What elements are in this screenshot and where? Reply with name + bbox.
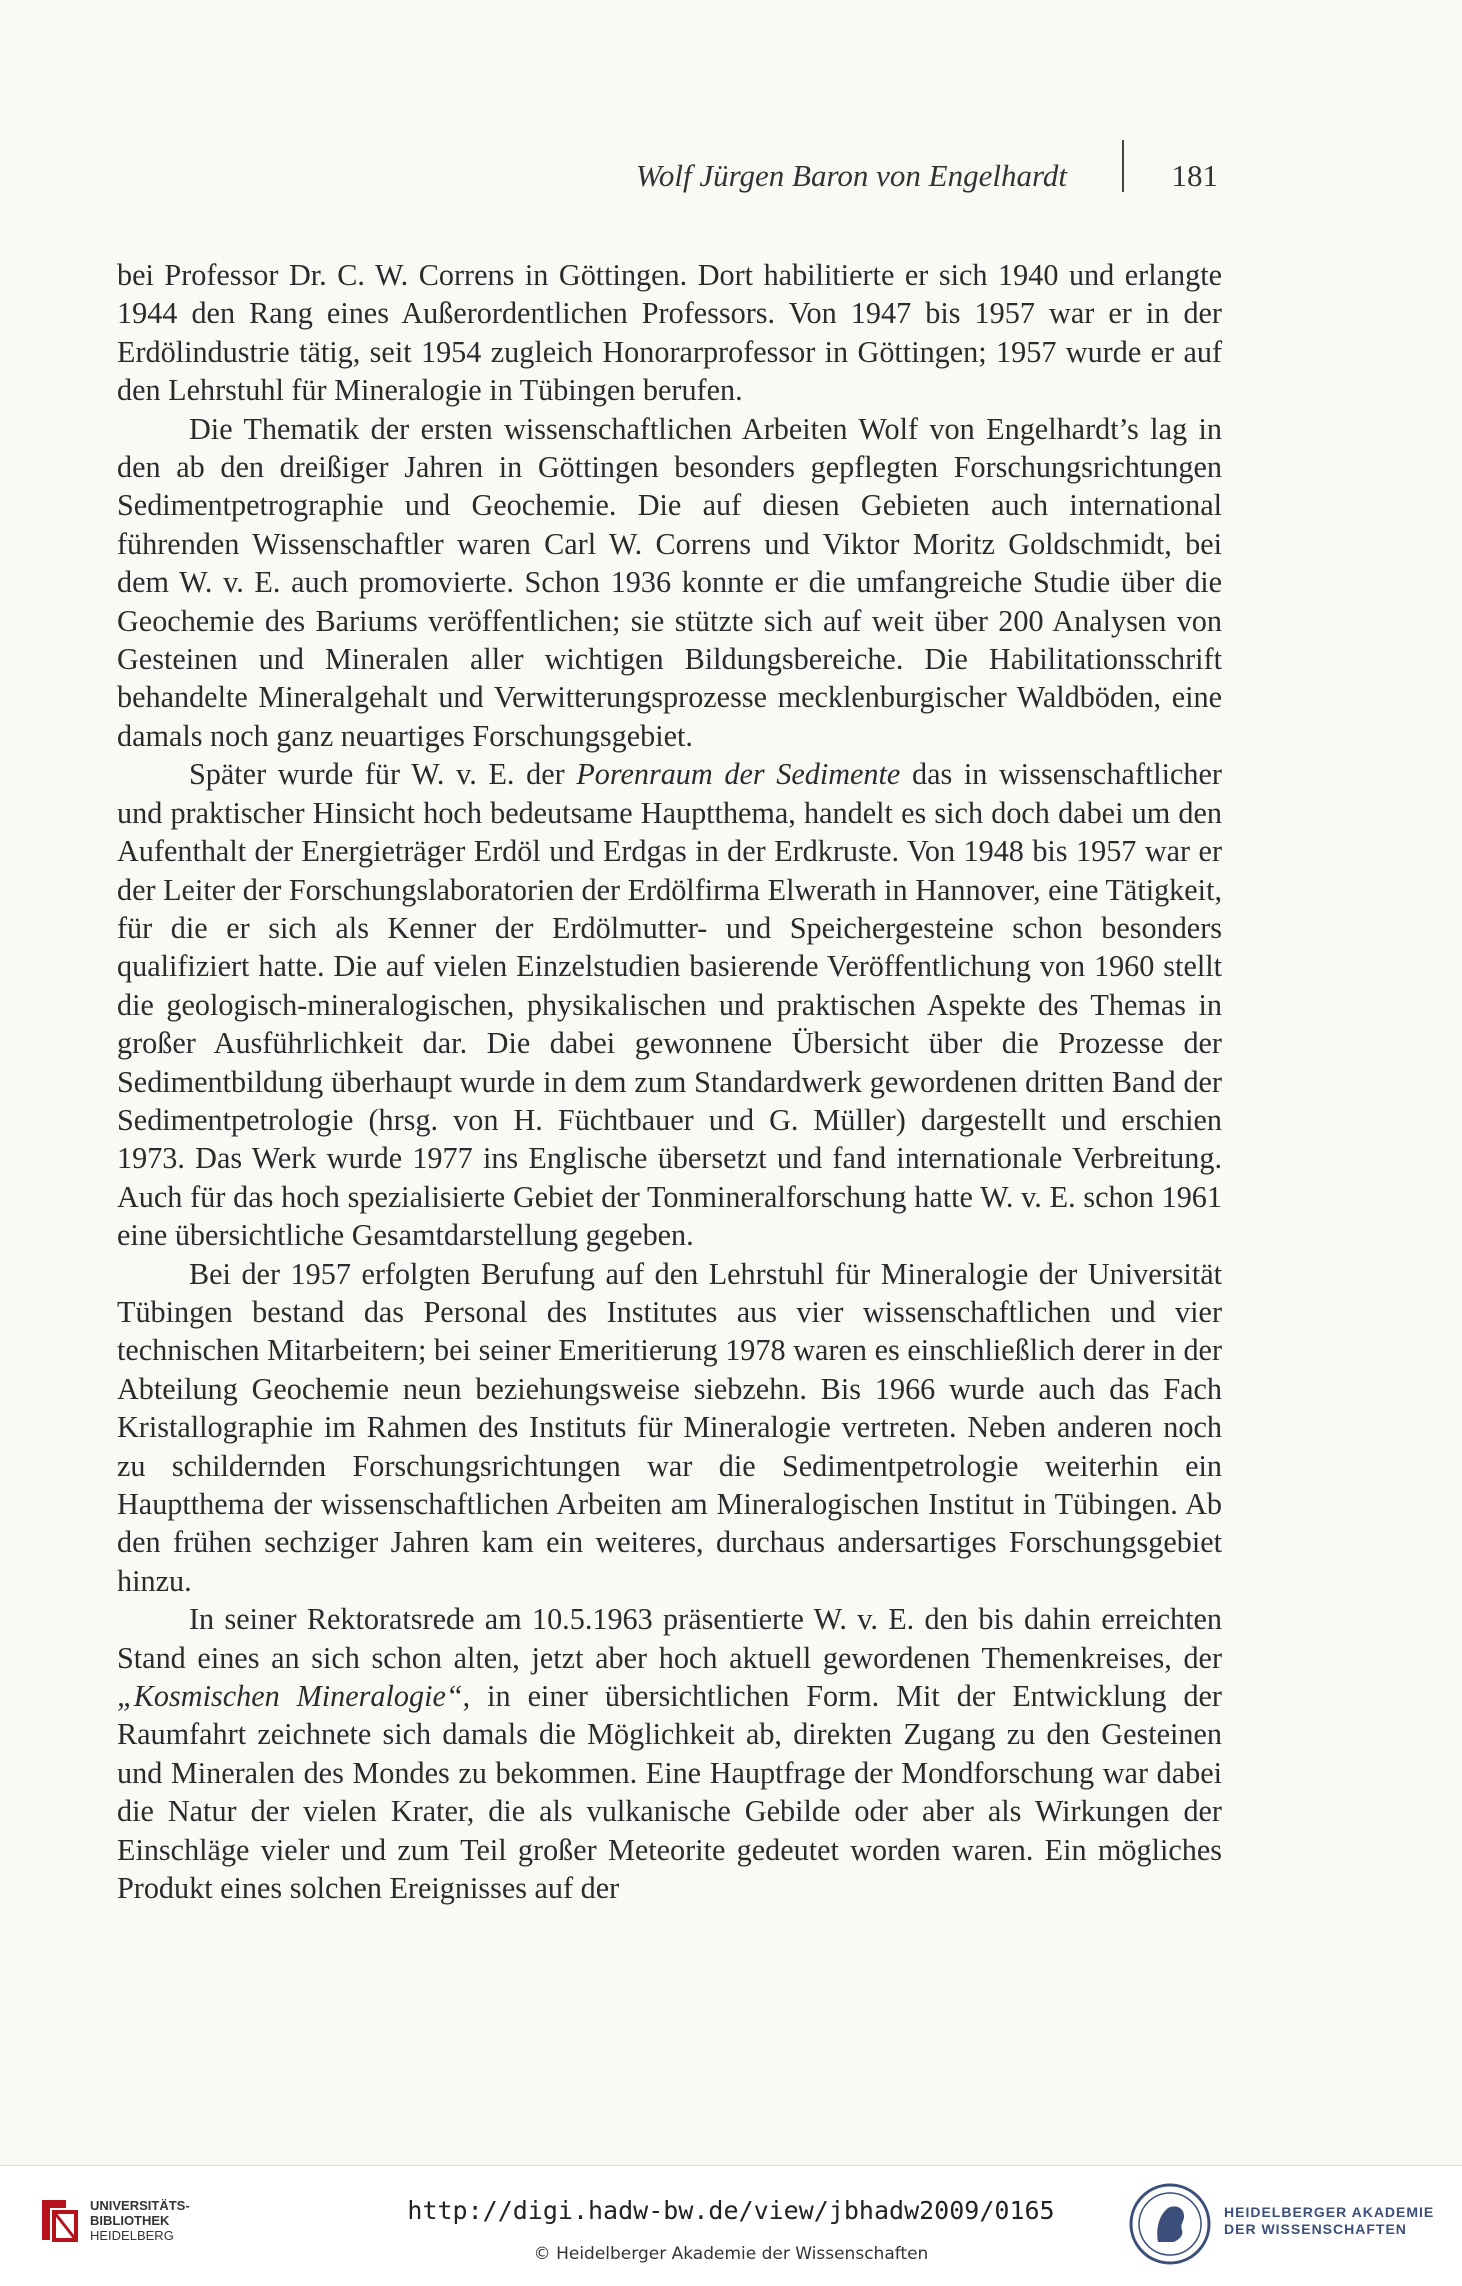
paragraph-4: Bei der 1957 erfolgten Berufung auf den Lehrstuhl für Mineralogie der Universität Tübingen bestand das Personal des Institutes aus vier wissenschaftlichen und vier technischen Mitarbeitern; bei seiner Emeritierung 1978 waren es einschließlich derer in der Abteilung Geochemie neun beziehungsweise siebzehn. Bis 1966 wurde auch das Fach Kristallographie im Rahmen des Instituts für Mineralogie vertreten. Neben anderen noch zu schildernden Forschungsrichtungen war die Sedimentpetrologie weiterhin ein Hauptthema der wissenschaftlichen Arbeiten am Mineralogischen Institut in Tübingen. Ab den frühen sechziger Jahren kam ein weiteres, durchaus andersartiges Forschungsgebiet hinzu. — [117, 1256, 1222, 1598]
academy-name — [1224, 2204, 1434, 2238]
academy-line-1: HEIDELBERGER AKADEMIE — [1224, 2204, 1435, 2220]
ub-line-3: HEIDELBERG — [90, 2228, 174, 2243]
running-title: Wolf Jürgen Baron von Engelhardt — [635, 158, 1067, 193]
paragraph-5 — [117, 1600, 1222, 1907]
header-divider — [1122, 140, 1124, 192]
academy-seal-icon — [1128, 2182, 1212, 2266]
paragraph-3-text-a: Später wurde für W. v. E. der — [189, 757, 577, 792]
academy-line-2: DER WISSENSCHAFTEN — [1224, 2221, 1407, 2237]
paragraph-1: bei Professor Dr. C. W. Correns in Göttingen. Dort habilitierte er sich 1940 und erlangte 1944 den Rang eines Außerordentlichen Professors. Von 1947 bis 1957 war er in der Erdölindustrie tätig, seit 1954 zugleich Honorarprofessor in Göttingen; 1957 wurde er auf den Lehrstuhl für Mineralogie in Tübingen berufen. — [117, 258, 1222, 408]
paragraph-5-text-a: In seiner Rektoratsrede am 10.5.1963 präsentierte W. v. E. den bis dahin erreichten Stand eines an sich schon alten, jetzt aber hoch aktuell gewordenen Themenkreises, der — [117, 1602, 1222, 1675]
body-text — [117, 256, 1222, 1907]
running-header — [600, 158, 1220, 202]
ub-line-2: BIBLIOTHEK — [90, 2213, 170, 2228]
term-kosmische-mineralogie: „Kosmischen Mineralogie“ — [117, 1679, 463, 1714]
digitization-footer — [0, 2165, 1462, 2286]
paragraph-2: Die Thematik der ersten wissenschaftlichen Arbeiten Wolf von Engelhardt’s lag in den ab den dreißiger Jahren in Göttingen besonders gepflegten Forschungsrichtungen Sedimentpetrographie und Geochemie. Die auf diesen Gebieten auch international führenden Wissenschaftler waren Carl W. Correns und Viktor Moritz Goldschmidt, bei dem W. v. E. auch promovierte. Schon 1936 konnte er die umfangreiche Studie über die Geochemie des Bariums veröffentlichen; sie stützte sich auf weit über 200 Analysen von Gesteinen und Mineralen aller wichtigen Bildungsbereiche. Die Habilitationsschrift behandelte Mineralgehalt und Verwitterungsprozesse mecklenburgischer Waldböden, eine damals noch ganz neuartiges Forschungsgebiet. — [117, 411, 1222, 753]
paragraph-3-text-b: das in wissenschaftlicher und praktischer Hinsicht hoch bedeutsame Hauptthema, handelt es sich doch dabei um den Aufenthalt der Energieträger Erdöl und Erdgas in der Erdkruste. Von 1948 bis 1957 war er der Leiter der Forschungslaboratorien der Erdölfirma Elwerath in Hannover, eine Tätigkeit, für die er sich als Kenner der Erdölmutter- und Speichergesteine schon besonders qualifiziert hatte. Die auf vielen Einzelstudien basierende Veröffentlichung von 1960 stellt die geologisch-mineralogischen, physikalischen und praktischen Aspekte des Themas in großer Ausführlichkeit dar. Die dabei gewonnene Übersicht über die Prozesse der Sedimentbildung überhaupt wurde in dem zum Standardwerk gewordenen dritten Band der Sedimentpetrologie (hrsg. von H. Füchtbauer und G. Müller) dargestellt und erschien 1973. Das Werk wurde 1977 ins Englische übersetzt und fand internationale Verbreitung. Auch für das hoch spezialisierte Gebiet der Tonmineralforschung hatte W. v. E. schon 1961 eine übersichtliche Gesamtdarstellung gegeben. — [117, 757, 1222, 1253]
page-number: 181 — [1171, 158, 1218, 193]
copyright-notice: © Heidelberger Akademie der Wissenschaften — [533, 2244, 929, 2264]
ub-line-1: UNIVERSITÄTS- — [90, 2198, 190, 2213]
paragraph-5-text-b: , in einer übersichtlichen Form. Mit der Entwicklung der Raumfahrt zeichnete sich damals die Möglichkeit ab, direkten Zugang zu den Gesteinen und Mineralen des Mondes zu bekommen. Eine Hauptfrage der Mondforschung war dabei die Natur der vielen Krater, die als vulkanische Gebilde oder aber als Wirkungen der Einschläge vieler und zum Teil großer Meteorite gedeutet worden waren. Ein mögliches Produkt eines solchen Ereignisses auf der — [117, 1679, 1222, 1906]
book-title-porenraum: Porenraum der Sedimente — [576, 757, 901, 792]
permalink-url[interactable]: http://digi.hadw-bw.de/view/jbhadw2009/0165 — [407, 2196, 1055, 2225]
paragraph-3 — [117, 755, 1222, 1254]
